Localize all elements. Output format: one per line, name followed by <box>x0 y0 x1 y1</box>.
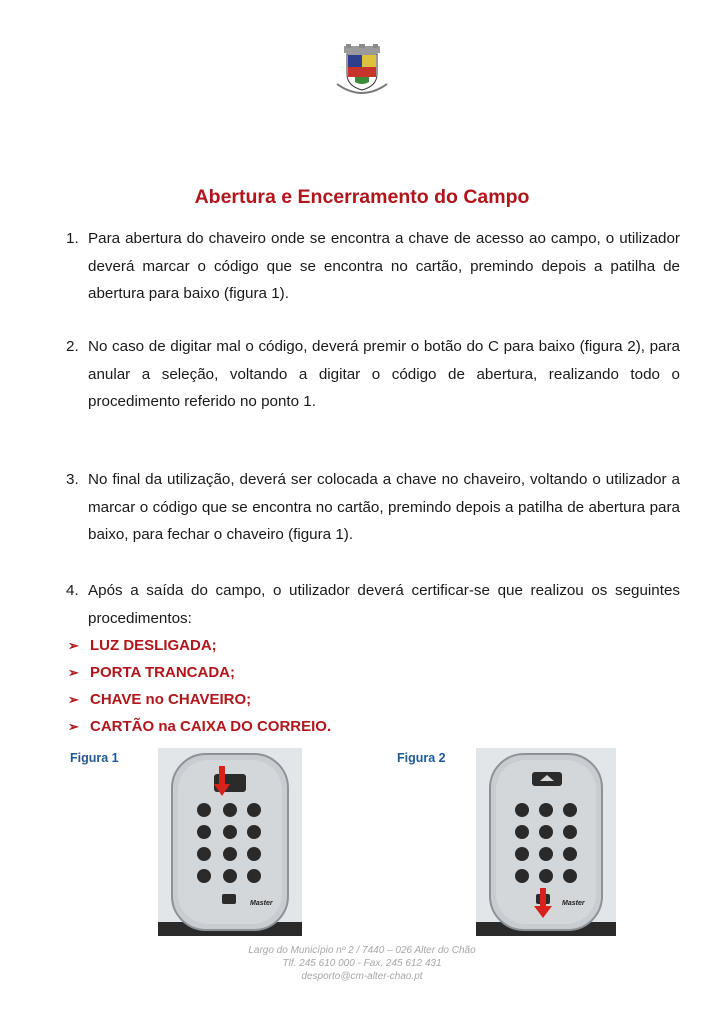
figure-2-keybox-photo <box>476 748 616 936</box>
arrow-bullet-icon: ➢ <box>68 664 79 680</box>
footer-phone: Tlf. 245 610 000 - Fax. 245 612 431 <box>282 958 442 969</box>
arrow-bullet-icon: ➢ <box>68 637 79 653</box>
item-text: No final da utilização, deverá ser colocada a chave no chaveiro, voltando o utilizador a marcar o código que se encontra no cartão, premindo depois a patilha de abertura para baixo, para fechar o chaveiro (figura 1). <box>88 471 680 543</box>
checklist-item-text: CARTÃO na CAIXA DO CORREIO. <box>90 718 332 735</box>
item-text: Após a saída do campo, o utilizador deverá certificar-se que realizou os seguintes procedimentos: <box>88 582 680 627</box>
footer-address: Largo do Município nº 2 / 7440 – 026 Alter do Chão <box>248 945 476 956</box>
svg-text:Master: Master <box>562 900 585 907</box>
municipal-crest-icon <box>333 44 391 102</box>
checklist-item-text: PORTA TRANCADA; <box>90 664 235 681</box>
item-text: Para abertura do chaveiro onde se encontra a chave de acesso ao campo, o utilizador deverá marcar o código que se encontra no cartão, premindo depois a patilha de abertura para baixo (figura 1). <box>88 230 680 302</box>
checklist-item <box>68 686 331 713</box>
page-title: Abertura e Encerramento do Campo <box>194 186 530 208</box>
item-number: 2. <box>66 338 79 355</box>
checklist-item <box>68 713 331 740</box>
figure-1-keybox-photo <box>158 748 302 936</box>
item-number: 4. <box>66 582 79 599</box>
footer-email: desporto@cm-alter-chao.pt <box>301 971 423 982</box>
page-footer <box>0 944 724 983</box>
arrow-bullet-icon: ➢ <box>68 691 79 707</box>
checklist-item <box>68 659 331 686</box>
arrow-bullet-icon: ➢ <box>68 718 79 734</box>
figure-1-label: Figura 1 <box>70 751 119 765</box>
item-number: 1. <box>66 230 79 247</box>
svg-text:Master: Master <box>250 900 273 907</box>
checklist-item <box>68 632 331 659</box>
figure-2-label: Figura 2 <box>397 751 446 765</box>
checklist <box>68 632 331 740</box>
item-number: 3. <box>66 471 79 488</box>
checklist-item-text: CHAVE no CHAVEIRO; <box>90 691 252 708</box>
checklist-item-text: LUZ DESLIGADA; <box>90 637 217 654</box>
item-text: No caso de digitar mal o código, deverá premir o botão do C para baixo (figura 2), para anular a seleção, voltando a digitar o código de abertura, realizando todo o procedimento referido no ponto 1. <box>88 338 680 410</box>
